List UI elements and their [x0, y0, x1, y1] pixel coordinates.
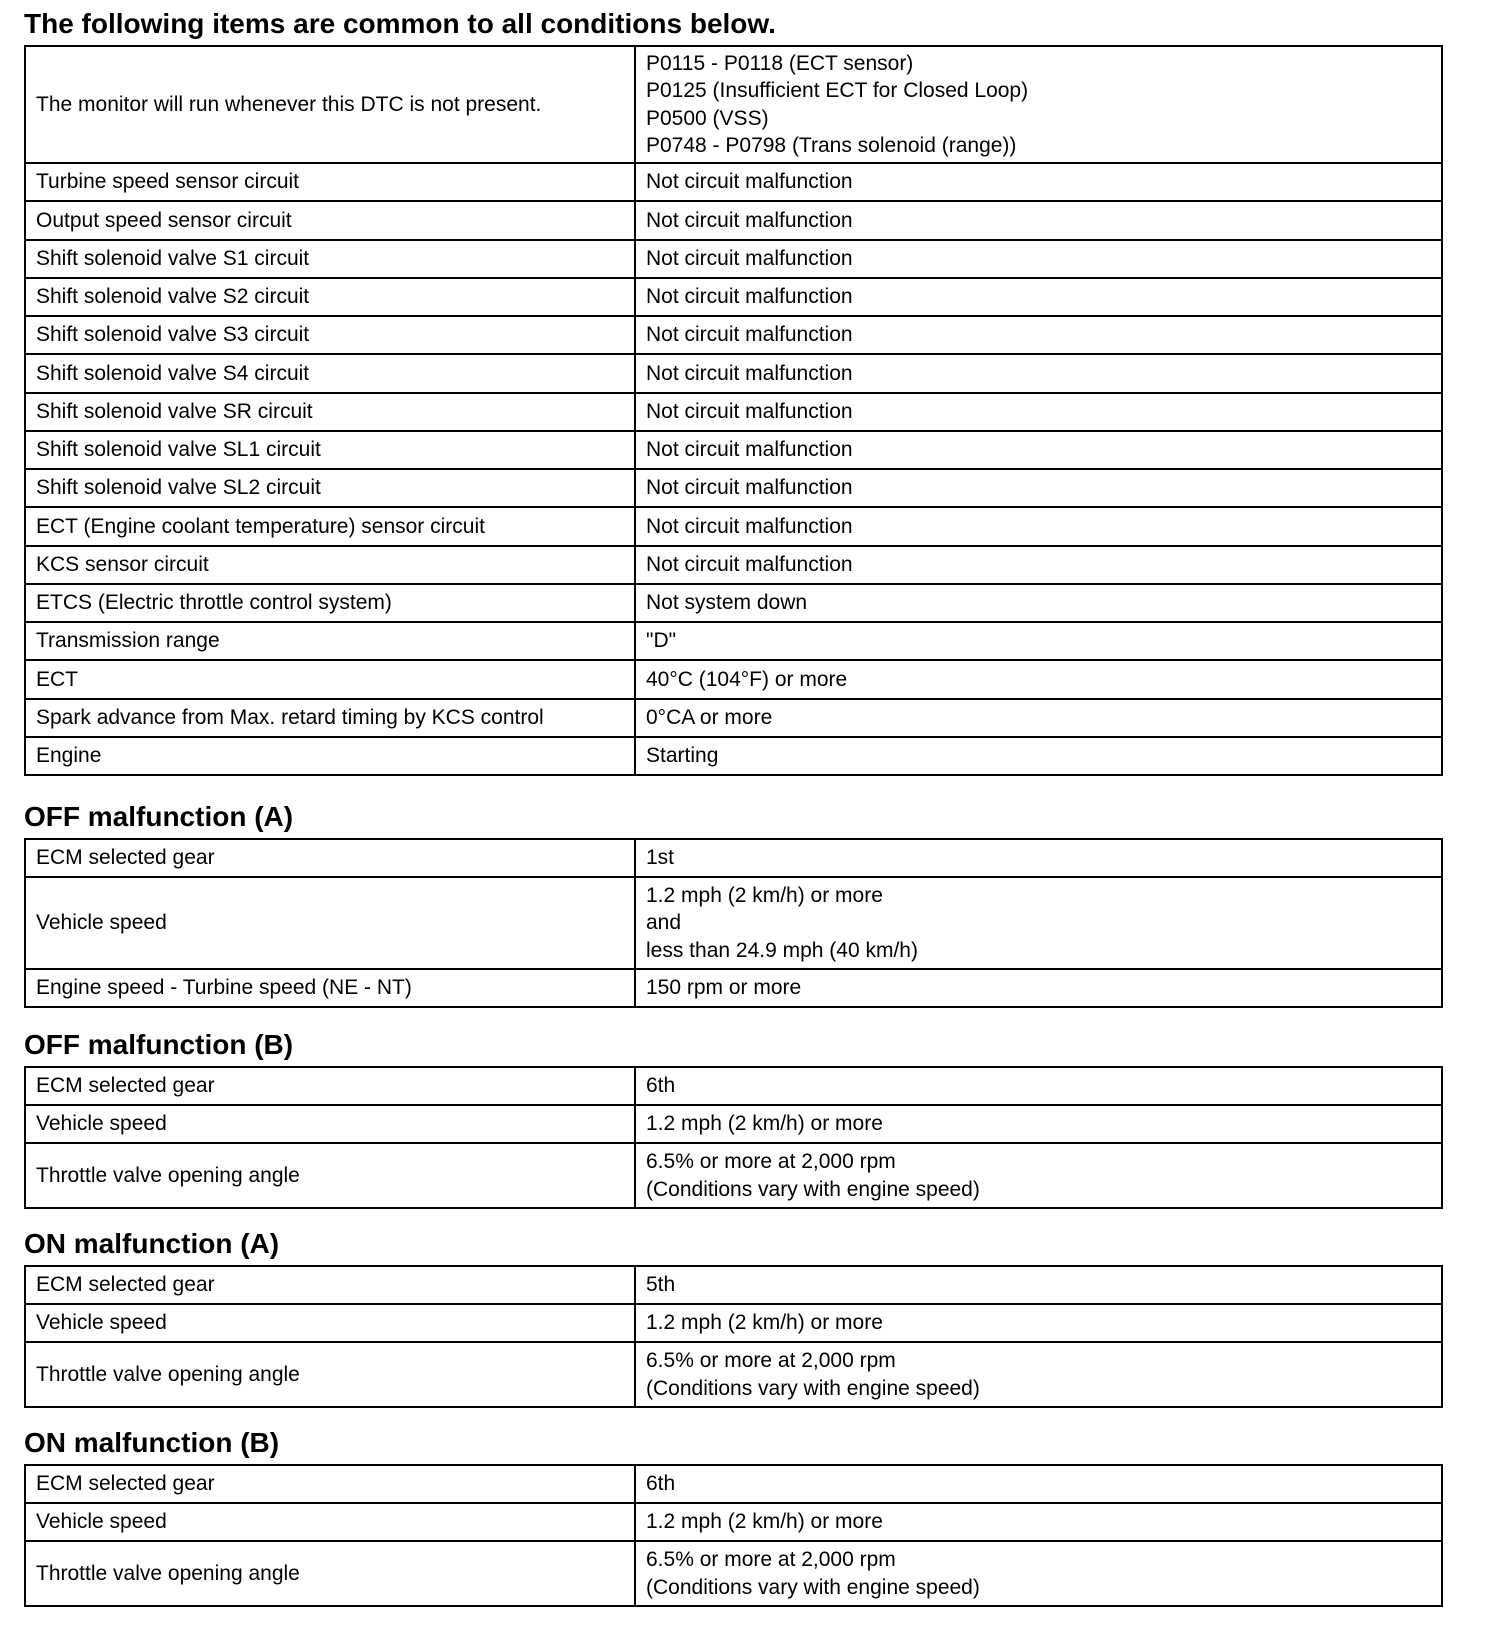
table-row [25, 877, 1442, 969]
condition-value: Not circuit malfunction [635, 507, 1442, 545]
value-line: (Conditions vary with engine speed) [646, 1575, 980, 1599]
condition-value [635, 1342, 1442, 1407]
condition-value: 6th [635, 1465, 1442, 1503]
condition-value: Not circuit malfunction [635, 278, 1442, 316]
condition-value: 150 rpm or more [635, 969, 1442, 1007]
condition-value: Not circuit malfunction [635, 431, 1442, 469]
condition-label: Vehicle speed [25, 1304, 635, 1342]
table-row [25, 1067, 1442, 1105]
table-row [25, 1143, 1442, 1208]
condition-value: Not circuit malfunction [635, 469, 1442, 507]
condition-label: Turbine speed sensor circuit [25, 163, 635, 201]
table-row [25, 660, 1442, 698]
condition-label: Shift solenoid valve S3 circuit [25, 316, 635, 354]
table-row [25, 622, 1442, 660]
value-line: 6.5% or more at 2,000 rpm [646, 1150, 896, 1173]
table-row [25, 469, 1442, 507]
table-row [25, 1503, 1442, 1541]
condition-label: KCS sensor circuit [25, 546, 635, 584]
condition-label: The monitor will run whenever this DTC is not present. [25, 46, 635, 163]
condition-value: Not circuit malfunction [635, 546, 1442, 584]
condition-label: Engine [25, 737, 635, 775]
off-malfunction-b-table [24, 1066, 1443, 1209]
condition-label: ETCS (Electric throttle control system) [25, 584, 635, 622]
value-line: 6.5% or more at 2,000 rpm [646, 1548, 896, 1571]
condition-label: Output speed sensor circuit [25, 201, 635, 239]
condition-label: Throttle valve opening angle [25, 1342, 635, 1407]
value-line: P0748 - P0798 (Trans solenoid (range)) [646, 134, 1017, 157]
condition-value: Not circuit malfunction [635, 201, 1442, 239]
condition-label: Vehicle speed [25, 1503, 635, 1541]
on-malfunction-b-table [24, 1464, 1443, 1607]
condition-label: Vehicle speed [25, 1105, 635, 1143]
table-row [25, 546, 1442, 584]
condition-value: Not circuit malfunction [635, 316, 1442, 354]
condition-value: 40°C (104°F) or more [635, 660, 1442, 698]
condition-label: Engine speed - Turbine speed (NE - NT) [25, 969, 635, 1007]
condition-value: 5th [635, 1266, 1442, 1304]
table-row [25, 839, 1442, 877]
condition-label: ECT (Engine coolant temperature) sensor circuit [25, 507, 635, 545]
condition-label: ECT [25, 660, 635, 698]
table-row [25, 969, 1442, 1007]
condition-label: ECM selected gear [25, 1465, 635, 1503]
condition-value: Not circuit malfunction [635, 393, 1442, 431]
condition-value [635, 1143, 1442, 1208]
condition-value: 1st [635, 839, 1442, 877]
off-malfunction-a-table [24, 838, 1443, 1008]
section-heading-on-b: ON malfunction (B) [24, 1427, 280, 1458]
condition-value: Not circuit malfunction [635, 163, 1442, 201]
value-line: (Conditions vary with engine speed) [646, 1376, 980, 1400]
value-line: P0115 - P0118 (ECT sensor) [646, 51, 914, 75]
condition-label: Shift solenoid valve S2 circuit [25, 278, 635, 316]
table-row [25, 1342, 1442, 1407]
table-row [25, 584, 1442, 622]
condition-value: 1.2 mph (2 km/h) or more [635, 1304, 1442, 1342]
condition-value: 1.2 mph (2 km/h) or more [635, 1503, 1442, 1541]
condition-value: 0°CA or more [635, 699, 1442, 737]
condition-label: Throttle valve opening angle [25, 1541, 635, 1606]
table-row [25, 46, 1442, 163]
table-row [25, 699, 1442, 737]
value-line: 1.2 mph (2 km/h) or more [646, 883, 883, 907]
section-heading-common: The following items are common to all conditions below. [24, 8, 776, 39]
table-row [25, 737, 1442, 775]
condition-value: 1.2 mph (2 km/h) or more [635, 1105, 1442, 1143]
table-row [25, 1304, 1442, 1342]
condition-label: Shift solenoid valve SL1 circuit [25, 431, 635, 469]
value-line: (Conditions vary with engine speed) [646, 1177, 980, 1201]
table-row [25, 1541, 1442, 1606]
condition-label: Transmission range [25, 622, 635, 660]
condition-label: ECM selected gear [25, 839, 635, 877]
condition-label: Spark advance from Max. retard timing by KCS control [25, 699, 635, 737]
value-line: P0125 (Insufficient ECT for Closed Loop) [646, 79, 1029, 102]
condition-value [635, 877, 1442, 969]
table-row [25, 240, 1442, 278]
condition-label: Shift solenoid valve S4 circuit [25, 354, 635, 392]
condition-label: Shift solenoid valve SR circuit [25, 393, 635, 431]
on-malfunction-a-table [24, 1265, 1443, 1408]
value-line: 6.5% or more at 2,000 rpm [646, 1349, 896, 1372]
condition-label: Shift solenoid valve SL2 circuit [25, 469, 635, 507]
value-line: less than 24.9 mph (40 km/h) [646, 938, 918, 962]
condition-value: "D" [635, 622, 1442, 660]
condition-value: 6th [635, 1067, 1442, 1105]
condition-value: Not circuit malfunction [635, 240, 1442, 278]
table-row [25, 278, 1442, 316]
condition-value [635, 46, 1442, 163]
table-row [25, 507, 1442, 545]
condition-value: Not circuit malfunction [635, 354, 1442, 392]
condition-value [635, 1541, 1442, 1606]
section-heading-on-a: ON malfunction (A) [24, 1228, 280, 1259]
table-row [25, 393, 1442, 431]
value-line: P0500 (VSS) [646, 106, 769, 130]
condition-value: Not system down [635, 584, 1442, 622]
table-row [25, 1105, 1442, 1143]
condition-label: Vehicle speed [25, 877, 635, 969]
condition-label: ECM selected gear [25, 1266, 635, 1304]
condition-label: Shift solenoid valve S1 circuit [25, 240, 635, 278]
common-conditions-table [24, 45, 1443, 776]
table-row [25, 431, 1442, 469]
section-heading-off-a: OFF malfunction (A) [24, 801, 294, 832]
table-row [25, 354, 1442, 392]
condition-value: Starting [635, 737, 1442, 775]
condition-label: Throttle valve opening angle [25, 1143, 635, 1208]
table-row [25, 1266, 1442, 1304]
value-line: and [646, 911, 682, 935]
table-row [25, 316, 1442, 354]
table-row [25, 201, 1442, 239]
table-row [25, 1465, 1442, 1503]
condition-label: ECM selected gear [25, 1067, 635, 1105]
section-heading-off-b: OFF malfunction (B) [24, 1029, 294, 1060]
table-row [25, 163, 1442, 201]
